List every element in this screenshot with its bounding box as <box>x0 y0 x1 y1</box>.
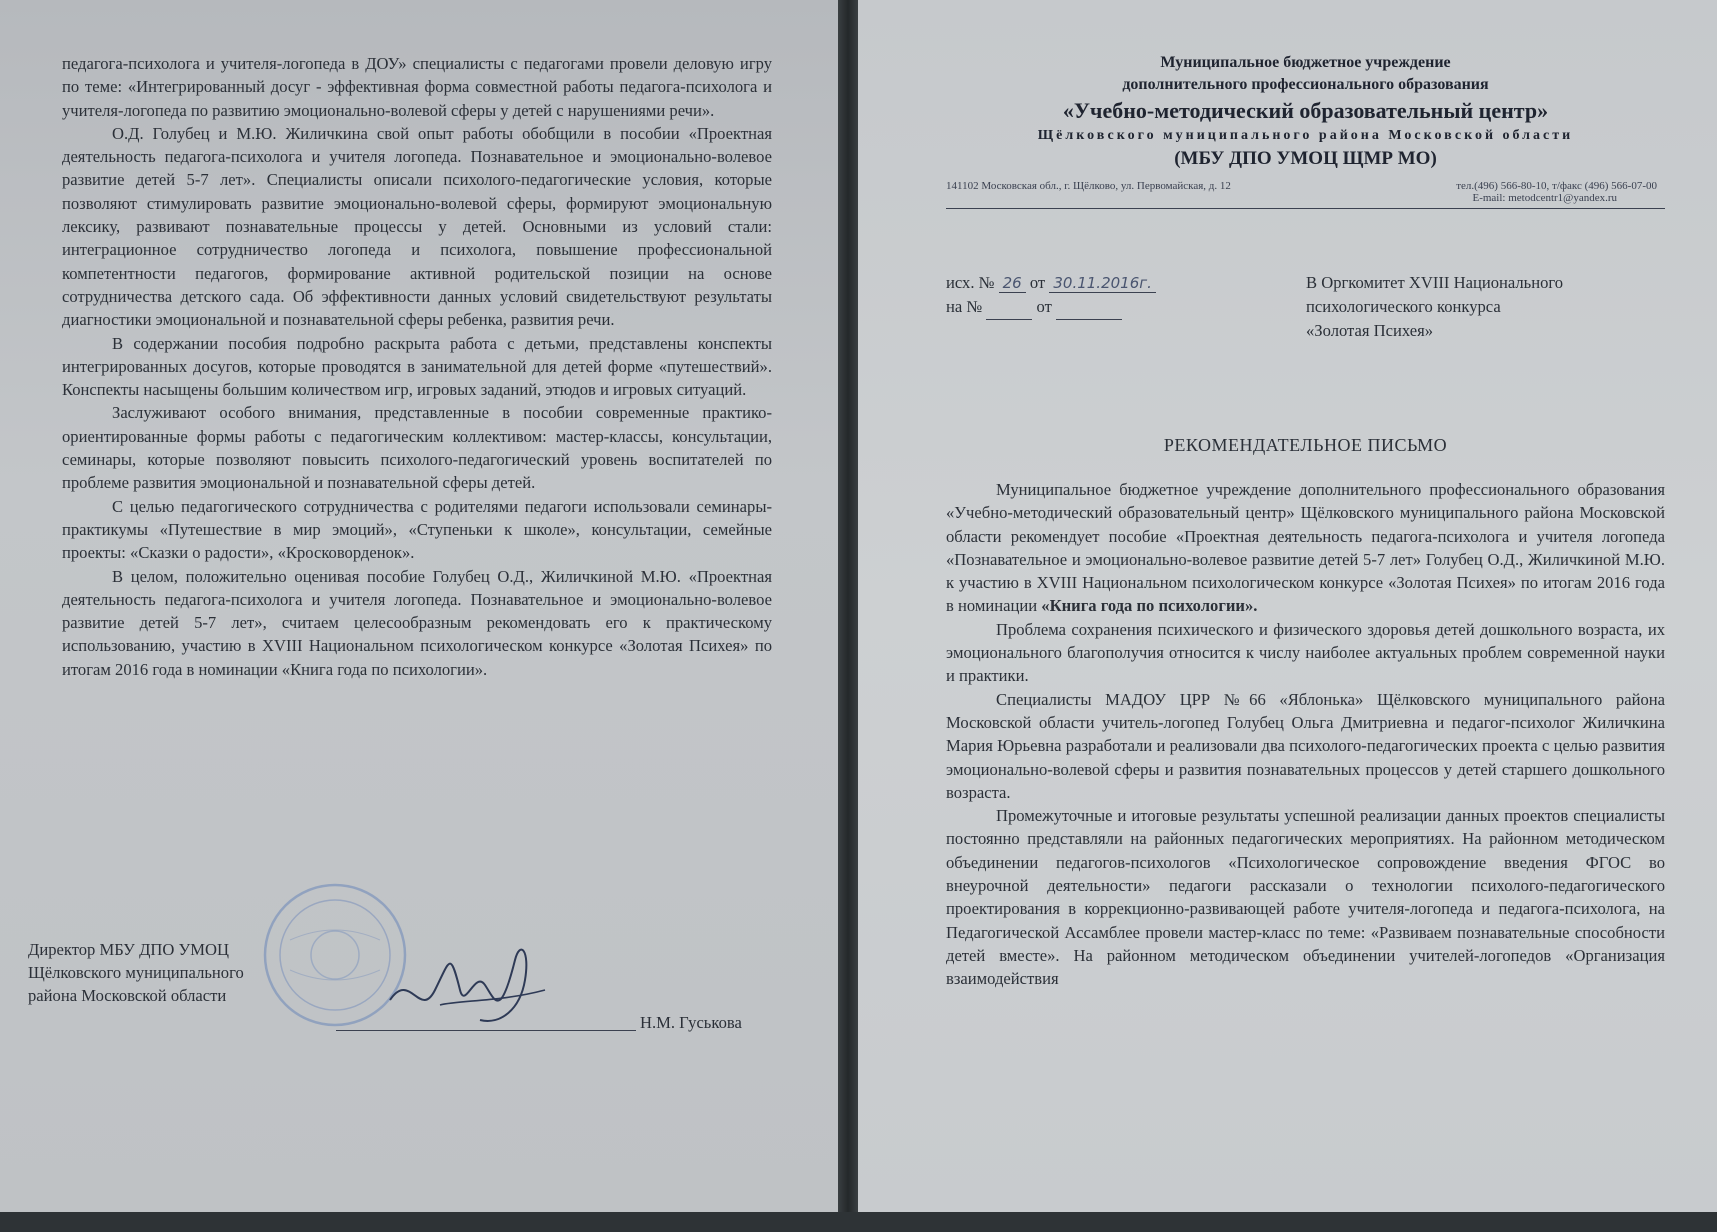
letterhead-line-1: Муниципальное бюджетное учреждение <box>1160 54 1451 71</box>
right-paragraph-1 <box>946 478 1665 618</box>
recipient-line-3: «Золотая Психея» <box>1306 321 1434 340</box>
letterhead-district: Щёлковского муниципального района Московской области <box>1037 128 1574 143</box>
left-paragraph-6: В целом, положительно оценивая пособие Голубец О.Д., Жиличкиной М.Ю. «Проектная деятельность педагога-психолога и учителя логопеда. Познавательное и эмоционально-волевое развитие детей 5-7 лет», считаем целесообразным рекомендовать его к практическому использованию, участию в XVIII Национальном психологическом конкурсе «Золотая Психея» по итогам 2016 года в номинации «Книга года по психологии». <box>62 566 772 679</box>
in-number-label: на № <box>946 297 983 316</box>
book-gutter <box>838 0 858 1232</box>
left-paragraph-1: педагога-психолога и учителя-логопеда в ДОУ» специалисты с педагогами провели деловую игру по теме: «Интегрированный досуг - эффективная форма совместной работы педагога-психолога и учителя-логопеда по развитию эмоционально-волевой сферы у детей с нарушениями речи». <box>62 54 772 120</box>
right-paragraph-1-text: Муниципальное бюджетное учреждение дополнительного профессионального образования «Учебно-методический образовательный центр» Щёлковского муниципального района Московской области рекомендует пособие «Проектная деятельность педагога-психолога и учителя логопеда «Познавательное и эмоционально-волевое развитие детей 5-7 лет» Голубец О.Д., Жиличкиной М.Ю. к участию в XVIII Национальном психологическом конкурсе «Золотая Психея» по итогам 2016 года в номинации <box>946 480 1665 616</box>
in-date-blank <box>1056 295 1122 320</box>
outgoing-reference <box>946 271 1306 343</box>
letterhead-abbreviation: (МБУ ДПО УМОЦ ЩМР МО) <box>1174 148 1437 169</box>
out-from-label: от <box>1029 273 1046 292</box>
signer-title-line-1: Директор МБУ ДПО УМОЦ <box>28 940 229 959</box>
out-number: 26 <box>999 274 1026 293</box>
email: E-mail: metodcentr1@yandex.ru <box>1472 192 1617 204</box>
left-paragraph-4: Заслуживают особого внимания, представленные в пособии современные практико-ориентированные формы работы с педагогическим коллективом: мастер-классы, консультации, семинары, которые позволяют повысить психолого-педагогический уровень воспитателей по проблеме развития эмоциональной и познавательной сферы детей. <box>62 403 772 493</box>
right-paragraph-4: Промежуточные и итоговые результаты успешной реализации данных проектов специалисты постоянно представляли на районных педагогических мероприятиях. На районном методическом объединении педагогов-психологов «Психологическое сопровождение введения ФГОС во внеурочной деятельности» педагоги рассказали о технологии психолого-педагогического проектирования в коррекционно-развивающей работе учителя-логопеда и педагога-психолога, на Педагогической Ассамблее провели мастер-класс по теме: «Развиваем познавательные способности детей вместе». На районном методическом объединении учителей-логопедов «Организация взаимодействия <box>946 806 1665 989</box>
signer-title-line-2: Щёлковского муниципального <box>28 963 244 982</box>
right-paragraph-2: Проблема сохранения психического и физического здоровья детей дошкольного возраста, их эмоционального благополучия относится к числу наиболее актуальных проблем современной науки и практики. <box>946 619 1665 686</box>
in-from-label: от <box>1036 297 1052 316</box>
signature-line <box>336 1030 636 1031</box>
letterhead <box>946 52 1665 172</box>
signer-name: Н.М. Гуськова <box>640 1013 742 1032</box>
left-paragraph-5: С целью педагогического сотрудничества с родителями педагоги использовали семинары-практикумы «Путешествие в мир эмоций», «Ступеньки к школе», консультации, семейные проекты: «Сказки о радости», «Кросковорденок». <box>62 496 772 563</box>
left-paragraph-3: В содержании пособия подробно раскрыта работа с детьми, представлены конспекты интегрированных досугов, которые проводятся в занимательной для детей форме «путешествий». Конспекты насыщены большим количеством игр, игровых заданий, этюдов и игровых ситуаций. <box>62 333 772 400</box>
address: 141102 Московская обл., г. Щёлково, ул. Первомайская, д. 12 <box>946 180 1231 192</box>
right-paragraph-3: Специалисты МАДОУ ЦРР №66 «Яблонька» Щёлковского муниципального района Московской области учитель-логопед Голубец Ольга Дмитриевна и педагог-психолог Жиличкина Мария Юрьевна разработали и реализовали два психолого-педагогических проекта с целью развития эмоционально-волевой сферы и развития познавательных процессов у детей старшего дошкольного возраста. <box>946 689 1665 802</box>
signer-title-line-3: района Московской области <box>28 986 227 1005</box>
recipient-line-1: В Оргкомитет XVIII Национального <box>1306 273 1564 292</box>
out-date: 30.11.2016г. <box>1049 274 1156 293</box>
letterhead-rule <box>946 208 1665 209</box>
signature-block <box>28 938 788 1032</box>
recipient <box>1306 271 1665 343</box>
left-paragraph-2: О.Д. Голубец и М.Ю. Жиличкина свой опыт работы обобщили в пособии «Проектная деятельность педагога-психолога и учителя логопеда. Познавательное и эмоционально-волевое развитие детей 5-7 лет». Специалисты описали психолого-педагогические условия, которые позволяют стимулировать развитие эмоционально-волевой сферы, формируют эмоциональную лексику, развивают познавательные процессы у детей. Основными из условий стали: интеграционное сотрудничество логопеда и психолога, повышение профессиональной компетентности педагогов, формирование активной родительской позиции на основе сотрудничества детского сада. Об эффективности данных условий свидетельствуют результаты диагностики эмоциональной и познавательной сферы ребенка, развития речи. <box>62 123 772 330</box>
phone: тел.(496) 566-80-10, т/факс (496) 566-07-00 <box>1456 180 1657 192</box>
in-number-blank <box>986 295 1032 320</box>
letterhead-org-name: «Учебно-методический образовательный центр» <box>1062 98 1549 123</box>
letterhead-line-2: дополнительного профессионального образования <box>1122 76 1489 93</box>
right-page <box>858 0 1717 1212</box>
nomination-name: «Книга года по психологии». <box>1041 596 1258 616</box>
table-edge <box>0 1212 1717 1232</box>
out-number-label: исх. № <box>946 273 995 292</box>
reference-block <box>946 271 1665 343</box>
recipient-line-2: психологического конкурса <box>1306 297 1501 316</box>
letter-title: РЕКОМЕНДАТЕЛЬНОЕ ПИСЬМО <box>1163 435 1448 455</box>
contact-row <box>946 180 1665 192</box>
